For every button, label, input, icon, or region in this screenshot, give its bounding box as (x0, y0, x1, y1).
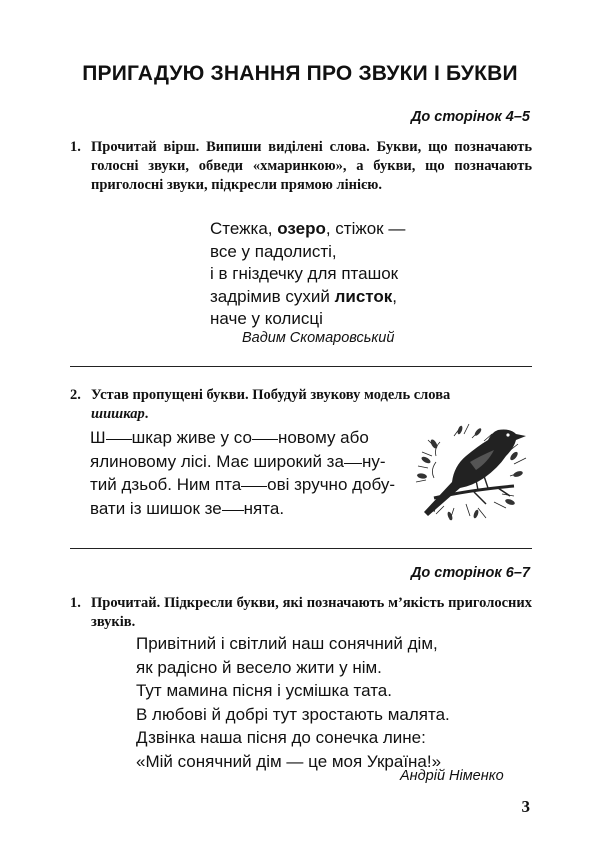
page-number: 3 (521, 797, 530, 816)
poem-author: Андрій Німенко (400, 768, 504, 784)
task-number: 2. (70, 387, 81, 403)
text-row: Ш шкар живе у со новому або (90, 428, 369, 447)
poem-sonyachnyi-dim (136, 632, 450, 773)
text-row: вати із шишок зе нята. (90, 498, 285, 518)
page-title: ПРИГАДУЮ ЗНАННЯ ПРО ЗВУКИ І БУКВИ (82, 62, 518, 85)
poem-line: як радісно й весело жити у нім. (136, 657, 382, 677)
highlighted-word: листок (334, 286, 393, 306)
missing-letter-blank[interactable] (252, 438, 278, 440)
poem-author: Вадим Скомаровський (242, 330, 395, 346)
highlighted-word: озеро (277, 219, 326, 238)
poem-line: наче у колисці (210, 309, 323, 328)
poem-line: Привітний і світлий наш сонячний дім, (136, 634, 438, 653)
section-divider (70, 366, 532, 367)
poem-line: Стежка, озеро, стіжок — (210, 219, 406, 238)
task-2-fill-letters: 2. Устав пропущені букви. Побудуй звукову модель слова шишкар. (70, 387, 451, 422)
poem-line: і в гніздечку для пташок (210, 264, 399, 283)
task-number: 1. (70, 139, 81, 155)
poem-line: задрімив сухий листок, (210, 286, 397, 306)
poem-line: Дзвінка наша пісня до сонечка лине: (136, 728, 426, 747)
missing-letter-blank[interactable] (106, 438, 132, 440)
poem-line: все у падолисті, (210, 241, 337, 261)
task-1-underline-soft (70, 594, 532, 632)
text-row: ялиновому лісі. Має широкий за ну- (90, 451, 386, 471)
bird-illustration (414, 416, 532, 524)
missing-letter-blank[interactable] (344, 462, 362, 464)
missing-letter-blank[interactable] (222, 509, 244, 511)
target-word: шишкар (91, 406, 145, 422)
text-row: тий дзьоб. Ним пта ові зручно добу- (90, 475, 396, 494)
pages-reference-4-5: До сторінок 4–5 (410, 109, 530, 125)
fill-in-text (90, 426, 402, 520)
missing-letter-blank[interactable] (241, 485, 267, 487)
pages-reference-6-7: До сторінок 6–7 (410, 565, 530, 581)
task-number: 1. (70, 595, 81, 611)
poem-line: В любові й добрі тут зростають малята. (136, 704, 450, 724)
task-1-read-poem (70, 138, 532, 195)
poem-line: Тут мамина пісня і усмішка тата. (136, 681, 392, 700)
section-divider (70, 548, 532, 549)
task-instruction: Прочитай вірш. Випиши виділені слова. Букви, що позначають голосні звуки, обведи «хмаринкою», а букви, що позначають приголосні звуки, підкресли прямою лінією. (91, 139, 532, 193)
task-instruction: Устав пропущені букви. Побудуй звукову модель слова (91, 387, 451, 403)
poem-line: «Мій сонячний дім — це моя Україна!» (136, 751, 442, 771)
task-instruction: Прочитай. Підкресли букви, які позначають м’якість приголосних звуків. (91, 595, 532, 630)
poem-stezhka (210, 218, 405, 331)
